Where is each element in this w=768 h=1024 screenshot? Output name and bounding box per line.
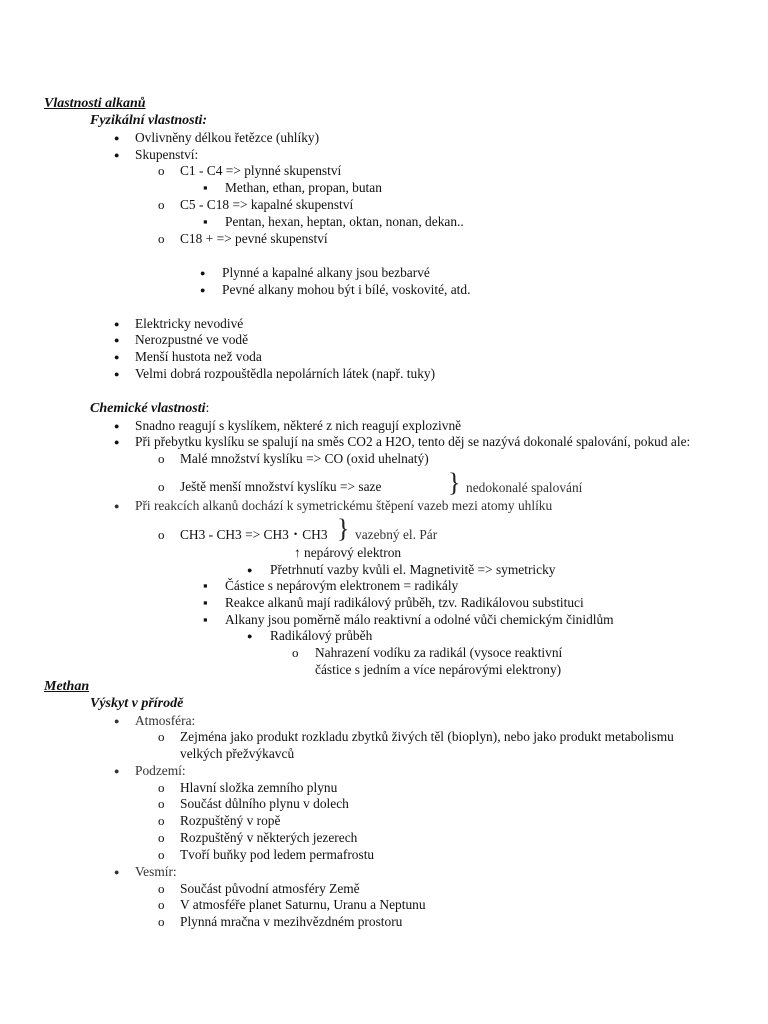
bullet-disc: ● [114, 421, 120, 431]
bullet-circle: o [158, 231, 165, 246]
heading-fyzikalni: Fyzikální vlastnosti: [90, 113, 208, 128]
list-item: Radikálový průběh [270, 628, 373, 643]
bullet-circle: o [158, 780, 165, 795]
list-item: Plynná mračna v mezihvězdném prostoru [180, 914, 403, 929]
list-item: Methan, ethan, propan, butan [225, 180, 382, 195]
bullet-square: ▪ [203, 578, 208, 593]
list-item: C5 - C18 => kapalné skupenství [180, 197, 354, 212]
bullet-circle: o [158, 527, 165, 542]
bullet-disc: ● [114, 766, 120, 776]
annotation-neparovy: ↑ nepárový elektron [294, 545, 402, 560]
list-item: C1 - C4 => plynné skupenství [180, 163, 342, 178]
list-item: V atmosféře planet Saturnu, Uranu a Neptunu [180, 897, 426, 912]
list-item: Nahrazení vodíku za radikál (vysoce reaktivní [315, 645, 563, 660]
list-item: Hlavní složka zemního plynu [180, 780, 338, 795]
bullet-circle: o [158, 729, 165, 744]
heading-chemicke [90, 401, 209, 417]
list-item: Atmosféra: [135, 713, 196, 728]
list-item: Ještě menší množství kyslíku => saze [180, 479, 382, 494]
list-item: Při reakcích alkanů dochází k symetrickému štěpení vazeb mezi atomy uhlíku [135, 498, 553, 513]
bullet-circle: o [158, 830, 165, 845]
bullet-circle: o [158, 897, 165, 912]
list-item: Velmi dobrá rozpouštědla nepolárních látek (např. tuky) [135, 366, 436, 381]
bullet-circle: o [158, 881, 165, 896]
heading-colon: : [205, 401, 210, 416]
list-item-continuation: velkých přežvýkavců [180, 746, 295, 761]
list-item: Součást původní atmosféry Země [180, 881, 360, 896]
bullet-disc: ● [247, 631, 253, 641]
bullet-circle: o [292, 645, 299, 660]
list-item: Tvoří buňky pod ledem permafrostu [180, 847, 375, 862]
list-item: Reakce alkanů mají radikálový průběh, tzv. Radikálovou substituci [225, 595, 584, 610]
list-item: Plynné a kapalné alkany jsou bezbarvé [222, 265, 430, 280]
bullet-disc: ● [200, 268, 206, 278]
list-item: Malé množství kyslíku => CO (oxid uhelnatý) [180, 451, 429, 466]
list-item: Skupenství: [135, 147, 199, 162]
bullet-disc: ● [114, 437, 120, 447]
bullet-disc: ● [114, 867, 120, 877]
bullet-disc: ● [114, 319, 120, 329]
list-item: Elektricky nevodivé [135, 316, 244, 331]
list-item: Snadno reagují s kyslíkem, některé z nich reagují explozivně [135, 418, 462, 433]
list-item: Podzemí: [135, 763, 186, 778]
bullet-circle: o [158, 163, 165, 178]
bullet-disc: ● [114, 335, 120, 345]
list-item: Při přebytku kyslíku se spalují na směs CO2 a H2O, tento děj se nazývá dokonalé spalování, pokud ale: [135, 434, 691, 449]
brace: } [337, 514, 350, 543]
bullet-disc: ● [114, 716, 120, 726]
bullet-disc: ● [247, 565, 253, 575]
list-item: Vesmír: [135, 864, 177, 879]
bullet-circle: o [158, 451, 165, 466]
bullet-circle: o [158, 914, 165, 929]
bullet-disc: ● [114, 501, 120, 511]
bullet-square: ▪ [203, 214, 208, 229]
list-item: Rozpuštěný v některých jezerech [180, 830, 358, 845]
list-item: Menší hustota než voda [135, 349, 262, 364]
list-item: Pentan, hexan, heptan, oktan, nonan, dekan.. [225, 214, 464, 229]
bullet-circle: o [158, 813, 165, 828]
list-item: Součást důlního plynu v dolech [180, 796, 349, 811]
list-item: Alkany jsou poměrně málo reaktivní a odolné vůči chemickým činidlům [225, 612, 614, 627]
equation: CH3 - CH3 => CH3・CH3 [180, 527, 328, 542]
annotation-vazebny: vazebný el. Pár [355, 527, 438, 542]
list-item: Přetrhnutí vazby kvůli el. Magnetivitě => symetricky [270, 562, 556, 577]
bullet-circle: o [158, 796, 165, 811]
brace: } [448, 468, 461, 497]
heading-vyskyt: Výskyt v přírodě [90, 696, 184, 711]
bullet-disc: ● [114, 352, 120, 362]
section-title-alkany: Vlastnosti alkanů [44, 96, 146, 111]
bullet-disc: ● [114, 133, 120, 143]
list-item: Pevné alkany mohou být i bílé, voskovité, atd. [222, 282, 471, 297]
bullet-disc: ● [114, 369, 120, 379]
bullet-disc: ● [114, 150, 120, 160]
bullet-disc: ● [200, 285, 206, 295]
bullet-circle: o [158, 479, 165, 494]
section-title-methan: Methan [44, 679, 90, 694]
heading-chemicke-text: Chemické vlastnosti [90, 401, 206, 416]
list-item: Nerozpustné ve vodě [135, 332, 249, 347]
bullet-square: ▪ [203, 180, 208, 195]
bullet-square: ▪ [203, 612, 208, 627]
list-item: Zejména jako produkt rozkladu zbytků živých těl (bioplyn), nebo jako produkt metabolismu [180, 729, 674, 744]
list-item-continuation: částice s jedním a více nepárovými elektrony) [315, 662, 562, 677]
bullet-square: ▪ [203, 595, 208, 610]
annotation-nedokonale: nedokonalé spalování [466, 480, 583, 495]
list-item: Částice s nepárovým elektronem = radikály [225, 578, 459, 593]
list-item: Rozpuštěný v ropě [180, 813, 281, 828]
list-item: C18 + => pevné skupenství [180, 231, 328, 246]
bullet-circle: o [158, 197, 165, 212]
bullet-circle: o [158, 847, 165, 862]
list-item: Ovlivněny délkou řetězce (uhlíky) [135, 130, 320, 145]
